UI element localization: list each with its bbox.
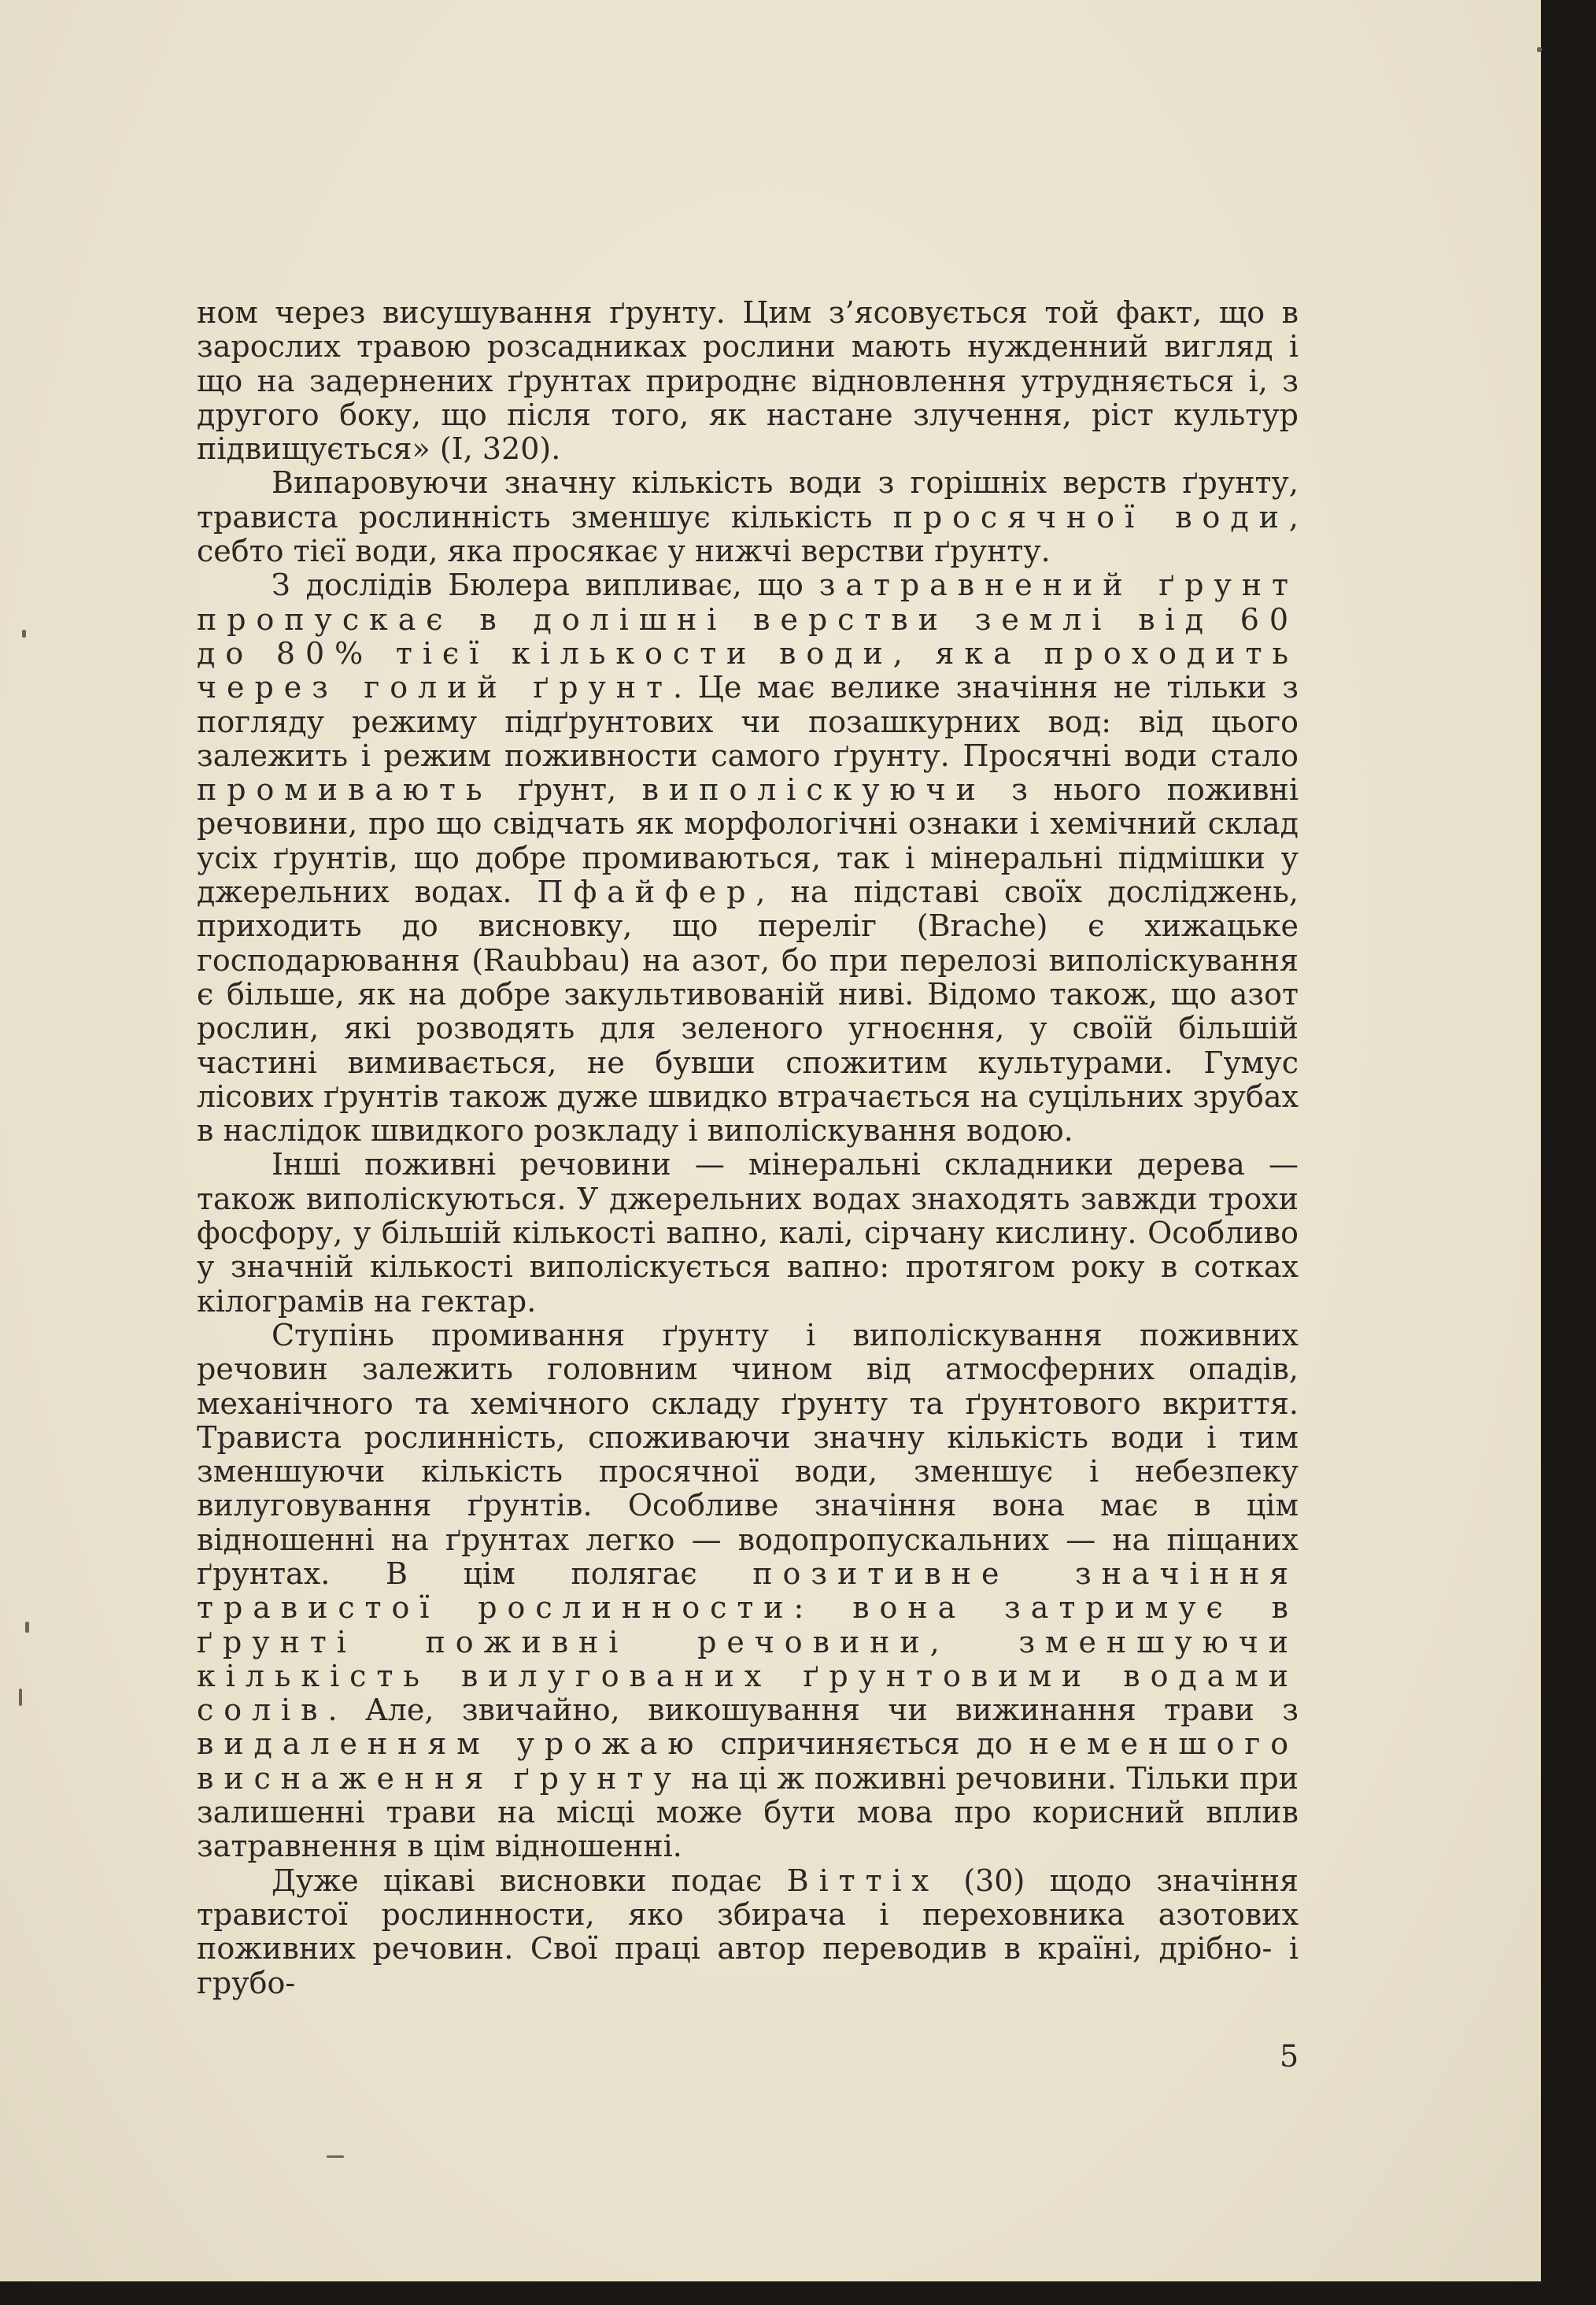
paragraph bbox=[197, 296, 1299, 466]
text-run: Ступінь промивання ґрунту і виполіскування поживних речовин залежить головним чином від атмосферних опадів, механічного та хемічного складу ґрунту та ґрунтового вкриття. Трависта рослинність, споживаючи значну кількість води і тим зменшуючи кількість просячної води, зменшує і небезпеку вилуговування ґрунтів. Особливе значіння вона має в цім відношенні на ґрунтах легко — водопропускальних — на піщаних ґрунтах. В цім полягає bbox=[197, 1317, 1299, 1591]
paragraph bbox=[197, 1319, 1299, 1864]
text-run: з нього поживні речовини, про що свідчать як морфологічні ознаки і хемічний склад усіх ґрунтів, що добре промиваються, так і мінеральні підмішки у джерельних водах. bbox=[197, 772, 1299, 910]
spaced-emphasis: промивають bbox=[197, 772, 493, 808]
text-run: , себто тієї води, яка просякає у нижчі верстви ґрунту. bbox=[197, 499, 1299, 569]
spaced-emphasis: виполіскуючи bbox=[641, 772, 986, 808]
margin-speck bbox=[19, 1689, 22, 1706]
text-run: . Але, звичайно, викошування чи вижинання трави з bbox=[327, 1693, 1299, 1728]
text-run: Випаровуючи значну кількість води з горішніх верств ґрунту, трависта рослинність зменшує кількість bbox=[197, 465, 1299, 535]
spaced-emphasis: просячної води bbox=[892, 499, 1289, 535]
paragraph bbox=[197, 1864, 1299, 2000]
text-run: З дослідів Бюлера випливає, що bbox=[272, 568, 819, 603]
text-run: ґрунт, bbox=[492, 772, 642, 808]
text-run: , на підставі своїх досліджень, приходить до висновку, що переліг (Brache) є хижацьке господарювання (Raubbau) на азот, бо при перелозі виполіскування є більше, як на добре закультивованій ниві. Відомо також, що азот рослин, які розводять для зеленого угноєння, у своїй більшій частині вимивається, не бувши спожитим культурами. Гумус лісових ґрунтів також дуже швидко втрачається на суцільних зрубах в наслідок швидкого розкладу і виполіскування водою. bbox=[197, 875, 1299, 1149]
spaced-emphasis: Пфайфер bbox=[537, 875, 756, 910]
spaced-emphasis: позитивне значіння травистої рослинности: вона затримує в ґрунті поживні речовини, зменшуючи кількість вилугованих ґрунтовими водами солів bbox=[197, 1556, 1299, 1728]
text-run: Інші поживні речовини — мінеральні складники дерева — також виполіскуються. У джерельних водах знаходять завжди трохи фосфору, у більшій кількості вапно, калі, сірчану кислину. Особливо у значній кількості виполіскується вапно: протягом року в сотках кілограмів на гектар. bbox=[197, 1147, 1299, 1319]
text-run: на ці ж поживні речовини. Тільки при залишенні трави на місці може бути мова про корисний вплив затравнення в цім відношенні. bbox=[197, 1760, 1299, 1864]
paragraph bbox=[197, 1148, 1299, 1318]
page-number: 5 bbox=[1280, 2039, 1299, 2074]
text-run: (30) щодо значіння травистої рослинности, яко збирача і переховника азотових поживних речовин. Свої праці автор переводив в країні, дрібно- і грубо- bbox=[197, 1863, 1299, 2000]
margin-speck bbox=[22, 630, 26, 638]
margin-speck bbox=[327, 2155, 344, 2158]
spaced-emphasis: затравнений ґрунт пропускає в долішні верстви землі від 60 до 80% тієї кількости води, яка проходить через голий ґрунт bbox=[197, 568, 1299, 705]
paragraph bbox=[197, 568, 1299, 1148]
text-run: спричиняється до bbox=[704, 1726, 1029, 1762]
text-run: . Це має велике значіння не тільки з погляду режиму підґрунтових чи позашкурних вод: від цього залежить і режим поживности самого ґрунту. Просячні води стало bbox=[197, 670, 1299, 773]
spaced-emphasis: видаленням урожаю bbox=[197, 1726, 704, 1762]
spaced-emphasis: неменшого виснаження ґрунту bbox=[197, 1726, 1299, 1796]
body-text bbox=[197, 296, 1299, 2000]
text-run: ном через висушування ґрунту. Цим з’ясовується той факт, що в зарослих травою розсадниках рослини мають нужденний вигляд і що на задернених ґрунтах природнє відновлення утрудняється і, з другого боку, що після того, як настане злучення, ріст культур підвищується» (I, 320). bbox=[197, 295, 1299, 467]
spaced-emphasis: Віттіх bbox=[786, 1863, 939, 1898]
margin-speck bbox=[25, 1622, 29, 1633]
margin-speck bbox=[1537, 47, 1542, 52]
text-run: Дуже цікаві висновки подає bbox=[272, 1863, 787, 1898]
paragraph bbox=[197, 466, 1299, 568]
